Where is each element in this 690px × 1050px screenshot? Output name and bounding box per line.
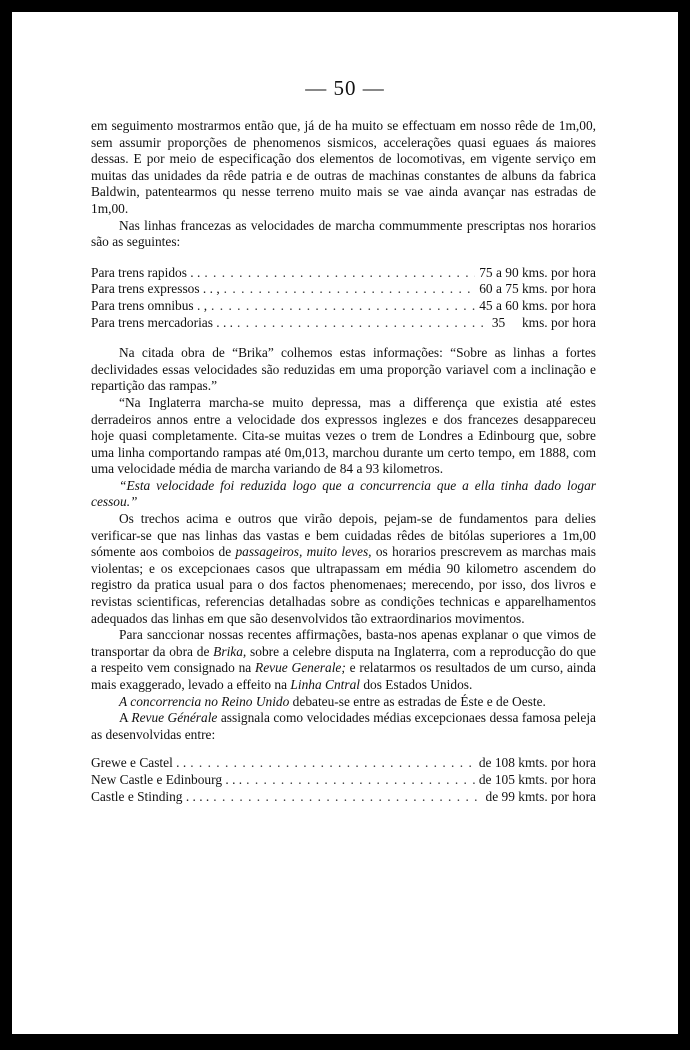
page-number: — 50 —	[305, 76, 385, 100]
table-row	[91, 755, 596, 772]
row-value: 35 kms. por hora	[491, 314, 596, 330]
leader-dots	[204, 265, 475, 282]
paragraph: Na citada obra de “Brika” colhemos estas informações: “Sobre as linhas a fortes declividades essas velocidades são reduzidas em uma proporção variavel com a inclinação e repartição das rampas.”	[91, 345, 596, 394]
row-value: 60 a 75 kms. por hora	[479, 281, 596, 297]
row-label: New Castle e Edinbourg . . .	[91, 771, 243, 787]
leader-dots	[224, 281, 476, 298]
row-value: de 99 kmts. por hora	[485, 788, 596, 804]
row-value: de 108 kmts. por hora	[478, 755, 596, 771]
text-run: dos Estados Unidos.	[360, 677, 473, 692]
body-text	[91, 118, 596, 819]
paragraph	[91, 627, 596, 693]
leader-dots	[190, 755, 475, 772]
table-row	[91, 789, 596, 806]
text-run: debateu-se entre as estradas de Éste e de Oeste.	[289, 693, 546, 709]
speed-table-uk	[91, 755, 596, 805]
row-value: 45 a 60 kms. por hora	[479, 297, 596, 313]
row-label: Para trens mercadorias . . .	[91, 314, 234, 330]
table-row	[91, 298, 596, 315]
speed-table-france	[91, 265, 596, 331]
italic-run: passageiros, muito leves,	[235, 544, 372, 560]
text-run: Para sanccionar nossas recentes affirmações, basta-nos apenas explanar o que vimos de transportar da obra de	[91, 627, 596, 659]
quote-text: “Esta velocidade foi reduzida logo que a concurrencia que a ella tinha dado logar cessou.”	[91, 477, 596, 510]
leader-dots	[211, 298, 475, 315]
text-run: assignala como velocidades médias excepcionaes dessa famosa peleja as desenvolvidas entre:	[91, 710, 596, 742]
book-page	[12, 12, 678, 1034]
table-row	[91, 281, 596, 298]
paragraph	[91, 511, 596, 627]
text-run: A	[119, 710, 132, 726]
row-label: Para trens rapidos . .	[91, 264, 201, 280]
italic-run: Revue Generale;	[255, 660, 346, 676]
paragraph: Nas linhas francezas as velocidades de marcha commummente prescriptas nos horarios são as seguintes:	[91, 217, 596, 250]
row-label: Grewe e Castel . .	[91, 755, 187, 771]
text-run: os horarios prescrevem as marchas mais violentas; e os excepcionaes casos que ultrapassam em média 90 kilometro ascendem do registro da pratica usual para o dos factos phenomenaes; merecendo, por isso, dos livros e revistas scientificas, referencias detalhadas sobre as condições technicas e apparelhamentos adequados das linhas em que são desenvolvidos tão extraordinarios movimentos.	[91, 544, 596, 626]
leader-dots	[246, 772, 475, 789]
row-value: de 105 kmts. por hora	[478, 771, 596, 787]
italic-run: A concorrencia no Reino Unido	[119, 693, 290, 709]
italic-run: Revue Générale	[131, 710, 218, 726]
paragraph: em seguimento mostrarmos então que, já de ha muito se effectuam em nosso rêde de 1m,00, sem assumir proporções de phenomenos sismicos, accelerações quasi eguaes ás maiores dessas. E por meio de especificação dos elementos de locomotivas, em vigente serviço em muitas das unidades da rêde patria e de outras de machinas constantes de albuns da fabrica Baldwin, patentearmos qu nesse terreno muito mais se vae ainda avançar nas estradas de 1m,00.	[91, 118, 596, 216]
row-label: Castle e Stinding . . . .	[91, 788, 210, 804]
row-label: Para trens expressos . . ,	[91, 281, 220, 297]
paragraph: “Na Inglaterra marcha-se muito depressa, mas a differença que existia até estes derradeiros annos entre a velocidade dos expressos inglezes e dos francezes desappareceu hoje quasi completamente. Cita-se muitas vezes o trem de Londres a Edinbourg que, sobre uma linha comportando rampas até 0m,013, marchou durante um certo tempo, em 1888, com uma velocidade média de marcha variando de 84 a 93 kilometros.	[91, 394, 596, 477]
table-row	[91, 265, 596, 282]
leader-dots	[237, 315, 488, 332]
paragraph	[91, 710, 596, 743]
text-run: e relatarmos os resultados de um curso, ainda mais exaggerado, levado a effeito na	[91, 660, 596, 692]
paragraph	[91, 694, 596, 711]
leader-dots	[213, 789, 481, 806]
italic-quote	[91, 478, 596, 511]
italic-run: Linha Cntral	[290, 677, 360, 692]
table-row	[91, 315, 596, 332]
text-run: sobre a celebre disputa na Inglaterra, com a reproducção do que a respeito vem consignado na	[91, 643, 596, 676]
italic-run: Brika,	[213, 643, 247, 659]
table-row	[91, 772, 596, 789]
text-run: Os trechos acima e outros que virão depois, pejam-se de fundamentos para delies verificar-se que nas linhas das vastas e bem cuidadas rêdes de bitólas superiores a 1m,00 sómente aos comboios de	[91, 511, 596, 560]
row-label: Para trens omnibus . ,	[91, 297, 208, 313]
row-value: 75 a 90 kms. por hora	[479, 264, 596, 280]
